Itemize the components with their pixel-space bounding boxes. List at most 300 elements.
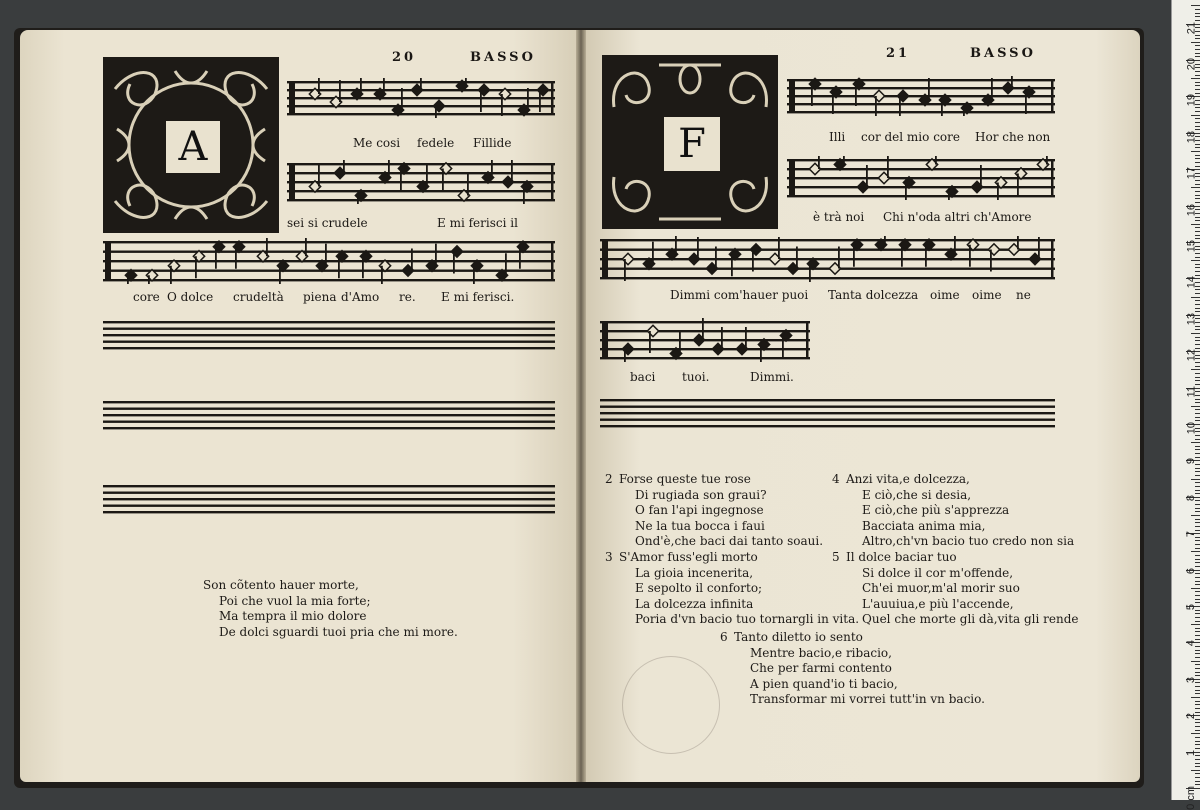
note-stem (357, 196, 359, 205)
ruler-tick (1195, 129, 1200, 130)
note-stem (948, 192, 950, 201)
note-stem (420, 78, 422, 90)
initial-letter: A (164, 119, 222, 175)
staff-line (103, 328, 555, 330)
ruler-tick (1195, 384, 1200, 385)
ruler-tick (1195, 741, 1200, 742)
ruler-tick (1195, 75, 1200, 76)
note-stem (679, 332, 681, 354)
staff-line (103, 485, 555, 487)
note-stem (818, 156, 820, 169)
lyric-word: Me cosi (353, 136, 401, 150)
staff-line (103, 408, 555, 410)
note-stem (381, 266, 383, 284)
lyric-word: oime (972, 288, 1002, 302)
note-stem (809, 264, 811, 282)
ruler-tick (1195, 271, 1200, 272)
ruler-tick (1195, 373, 1200, 374)
staff-line (103, 492, 555, 494)
ruler-tick (1195, 690, 1200, 691)
ruler-tick (1195, 486, 1200, 487)
note-stem (875, 96, 877, 116)
lyric-word: Chi n'oda altri ch'Amore (883, 210, 1032, 224)
note-stem (339, 80, 341, 102)
ruler-tick (1195, 471, 1200, 472)
staff-line (103, 427, 555, 429)
stanza-line: E ciò,che si desia, (862, 487, 972, 502)
lyrics-line-left-3 (103, 290, 555, 306)
ruler-tick (1195, 300, 1200, 301)
ruler-label: 11 (1185, 385, 1197, 398)
stanza-line: Si dolce il cor m'offende, (862, 565, 1014, 580)
note-stem (1017, 174, 1019, 196)
ruler-tick (1195, 162, 1200, 163)
lyric-word: oime (930, 288, 960, 302)
note-stem (318, 165, 320, 187)
ruler-tick (1195, 548, 1200, 549)
staff-line (600, 249, 1055, 251)
note-stem (832, 92, 834, 114)
lyric-word: Dimmi com'hauer puoi (670, 288, 809, 302)
clef-icon (789, 80, 795, 112)
staff-line (600, 321, 810, 323)
stanza-4 (832, 472, 1075, 550)
note-stem (624, 349, 626, 362)
lyric-word: core (133, 290, 160, 304)
note-stem (752, 250, 754, 272)
ruler-tick (1191, 151, 1200, 152)
lyric-word: Fillide (473, 136, 512, 150)
clef-icon (289, 164, 295, 200)
ruler-tick (1195, 16, 1200, 17)
poem-line: Ma tempra il mio dolore (219, 609, 367, 623)
note-stem (523, 187, 525, 205)
note-stem (343, 160, 345, 173)
note-stem (855, 84, 857, 106)
lyric-word: piena (303, 290, 337, 304)
lyric-word: Dimmi. (750, 370, 794, 384)
note-stem (491, 160, 493, 178)
ruler-tick (1191, 624, 1200, 625)
stanza-line: Che per farmi contento (750, 661, 892, 675)
ruler-tick (1195, 475, 1200, 476)
staff-line (600, 277, 1055, 279)
note-stem (991, 78, 993, 100)
ruler-tick (1195, 464, 1200, 465)
ruler-tick (1195, 158, 1200, 159)
ruler-tick (1195, 304, 1200, 305)
stanza-2 (605, 472, 824, 550)
lyrics-line-left-2 (287, 216, 555, 232)
note-stem (170, 266, 172, 284)
ruler-tick (1195, 686, 1200, 687)
ruler-tick (1195, 144, 1200, 145)
ruler-tick (1195, 293, 1200, 294)
ruler-tick (1195, 191, 1200, 192)
note-stem (941, 100, 943, 116)
ruler-tick (1195, 111, 1200, 112)
staff-line (787, 111, 1055, 113)
ruler-label: 0 cm (1185, 786, 1197, 810)
ruler-label: 12 (1185, 349, 1197, 362)
ruler-tick (1195, 184, 1200, 185)
staff-line (287, 199, 555, 201)
ruler-label: 17 (1185, 167, 1197, 180)
ruler-tick (1195, 664, 1200, 665)
note-stem (721, 327, 723, 349)
ruler-tick (1195, 366, 1200, 367)
staff-line (787, 168, 1055, 170)
note-stem (649, 331, 651, 353)
ruler-tick (1195, 595, 1200, 596)
staff-line (103, 401, 555, 403)
note-stem (195, 256, 197, 278)
lyrics-line-left-1 (287, 136, 555, 152)
ruler-tick (1195, 235, 1200, 236)
stanza-line (605, 550, 859, 566)
stanza-line: E ciò,che più s'apprezza (862, 503, 1010, 517)
staff-line (600, 357, 810, 359)
stanza-3 (605, 550, 860, 628)
decorated-initial-f (602, 55, 778, 229)
empty-staff-left-2 (103, 398, 555, 432)
ruler-tick (1195, 344, 1200, 345)
note-stem (1046, 156, 1048, 165)
lyric-word: E mi ferisci il (437, 216, 518, 230)
stanza-number: 4 (832, 472, 840, 486)
ruler-tick (1195, 504, 1200, 505)
ruler-tick (1195, 289, 1200, 290)
ruler-tick (1191, 78, 1200, 79)
barline (1051, 160, 1054, 196)
stanza-5 (832, 550, 1079, 628)
staff-line (287, 172, 555, 174)
note-stem (426, 165, 428, 187)
stanza-number: 2 (605, 472, 613, 486)
staff-line (287, 113, 555, 115)
lyric-word: d'Amo (341, 290, 380, 304)
note-stem (697, 237, 699, 259)
ruler-tick (1195, 147, 1200, 148)
ruler-tick (1195, 362, 1200, 363)
ruler-label: 4 (1185, 640, 1197, 647)
ruler-tick (1195, 446, 1200, 447)
ruler-tick (1195, 38, 1200, 39)
staff-line (103, 505, 555, 507)
ruler-tick (1195, 85, 1200, 86)
ruler-tick (1195, 744, 1200, 745)
note-stem (519, 247, 521, 269)
ruler-tick (1195, 453, 1200, 454)
ruler-tick (1195, 559, 1200, 560)
ruler-tick (1195, 71, 1200, 72)
staff-line (600, 239, 1055, 241)
barline (551, 82, 554, 114)
note-stem (884, 236, 886, 245)
stanza-line: Bacciata anima mia, (862, 518, 986, 533)
ruler-tick (1195, 591, 1200, 592)
stanza-line: Transformar mi vorrei tutt'in vn bacio. (750, 692, 985, 706)
ruler-tick (1195, 439, 1200, 440)
ruler-tick (1195, 781, 1200, 782)
poem-line: Son cõtento hauer morte, (203, 578, 359, 592)
staff-line (787, 79, 1055, 81)
music-staff-left-1 (287, 78, 555, 118)
lyric-word: Hor che non (975, 130, 1051, 144)
ruler-tick (1195, 581, 1200, 582)
ruler-tick (1195, 650, 1200, 651)
ruler-label: 9 (1185, 458, 1197, 465)
ruler-tick (1195, 180, 1200, 181)
ruler-tick (1195, 267, 1200, 268)
stanza-text: S'Amor fuss'egli morto (619, 550, 758, 564)
clef-icon (105, 242, 111, 280)
staff-line (287, 105, 555, 107)
ruler-tick (1195, 628, 1200, 629)
note-stem (928, 78, 930, 100)
barline (1051, 240, 1054, 278)
lyric-word: re. (399, 290, 416, 304)
stanza-line: E sepolto il conforto; (635, 581, 763, 595)
note-stem (990, 250, 992, 272)
poem-line: De dolci sguardi tuoi pria che mi more. (219, 624, 458, 639)
lyric-word: cor del mio core (861, 130, 960, 144)
ruler-tick (1195, 722, 1200, 723)
ruler-tick (1195, 435, 1200, 436)
ruler-tick (1195, 126, 1200, 127)
ruler-tick (1195, 526, 1200, 527)
note-stem (675, 236, 677, 254)
ruler-tick (1195, 9, 1200, 10)
lyrics-line-right-3 (600, 288, 1055, 304)
stanza-line (720, 630, 985, 646)
stanza-number: 5 (832, 550, 840, 564)
staff-line (787, 159, 1055, 161)
ruler-tick (1191, 187, 1200, 188)
ruler-tick (1195, 227, 1200, 228)
ruler-tick (1195, 482, 1200, 483)
ruler-label: 18 (1185, 130, 1197, 144)
music-staff-right-1 (787, 76, 1055, 116)
stanza-line: Quel che morte gli dà,vita gli rende (862, 612, 1079, 626)
stanza-line: L'auuiua,e più l'accende, (862, 596, 1014, 611)
note-stem (235, 247, 237, 269)
note-stem (899, 96, 901, 116)
ruler-tick (1195, 653, 1200, 654)
staff-line (787, 87, 1055, 89)
lyric-word: E mi ferisci. (441, 290, 515, 304)
staff-line (103, 341, 555, 343)
ruler-tick (1191, 115, 1200, 116)
note-stem (338, 256, 340, 278)
ruler-tick (1191, 515, 1200, 516)
note-stem (1025, 92, 1027, 114)
ruler-tick (1191, 369, 1200, 370)
ruler-tick (1195, 773, 1200, 774)
ruler-tick (1195, 577, 1200, 578)
music-staff-right-2 (787, 156, 1055, 200)
staff-line (600, 330, 810, 332)
ruler-tick (1195, 53, 1200, 54)
staff-line (103, 511, 555, 513)
ruler-tick (1191, 697, 1200, 698)
ruler-tick (1195, 668, 1200, 669)
ruler-tick (1195, 468, 1200, 469)
ruler-tick (1195, 377, 1200, 378)
ruler-tick (1195, 155, 1200, 156)
note-stem (215, 247, 217, 269)
ruler-tick (1195, 708, 1200, 709)
ruler-tick (1191, 5, 1200, 6)
music-staff-right-3 (600, 236, 1055, 282)
note-stem (442, 169, 444, 191)
ruler-tick (1195, 555, 1200, 556)
ruler-tick (1195, 118, 1200, 119)
ruler-tick (1195, 621, 1200, 622)
staff-line (787, 103, 1055, 105)
ruler-tick (1195, 202, 1200, 203)
note-stem (362, 256, 364, 278)
note-stem (853, 245, 855, 267)
note-stem (527, 88, 529, 110)
ruler-label: 5 (1185, 604, 1197, 611)
barline (551, 242, 554, 280)
ruler-tick (1195, 337, 1200, 338)
ruler-tick (1195, 399, 1200, 400)
ruler-tick (1195, 402, 1200, 403)
stanza-line: Ne la tua bocca i faui (635, 518, 765, 533)
note-stem (400, 169, 402, 191)
ruler-label: 3 (1185, 676, 1197, 683)
ruler-tick (1195, 198, 1200, 199)
ruler-tick (1195, 264, 1200, 265)
ruler-tick (1195, 45, 1200, 46)
note-stem (1017, 236, 1019, 250)
decorated-initial-a (103, 57, 279, 233)
ruler-label: 7 (1185, 531, 1197, 538)
note-stem (954, 236, 956, 254)
ruler-label: 14 (1185, 276, 1197, 289)
ruler-tick (1191, 297, 1200, 298)
note-stem (925, 245, 927, 267)
note-stem (905, 183, 907, 201)
ruler-tick (1195, 107, 1200, 108)
empty-staff-left-1 (103, 318, 555, 352)
stanza-line: O fan l'api ingegnose (635, 503, 764, 517)
note-stem (702, 318, 704, 340)
ruler-label: 8 (1185, 494, 1197, 501)
note-stem (467, 174, 469, 196)
staff-line (600, 399, 1055, 401)
ruler-tick (1195, 49, 1200, 50)
note-stem (1038, 237, 1040, 259)
lyrics-line-right-4 (600, 370, 810, 386)
lyric-word: tuoi. (682, 370, 710, 384)
staff-line (600, 425, 1055, 427)
staff-line (103, 334, 555, 336)
ruler-tick (1191, 42, 1200, 43)
ruler-tick (1191, 588, 1200, 589)
note-stem (279, 266, 281, 284)
ruler-tick (1191, 442, 1200, 443)
staff-line (103, 421, 555, 423)
ruler-label: 19 (1185, 94, 1197, 107)
ruler-tick (1195, 737, 1200, 738)
note-stem (388, 160, 390, 178)
stanza-line (605, 472, 823, 488)
ruler-tick (1195, 511, 1200, 512)
part-name-right: BASSO (970, 46, 1036, 61)
poem-stanza-left (203, 578, 458, 640)
ruler-tick (1195, 540, 1200, 541)
ruler-tick (1195, 508, 1200, 509)
music-staff-left-2 (287, 160, 555, 204)
ruler-tick (1195, 217, 1200, 218)
ruler-tick (1191, 406, 1200, 407)
ruler-label: 16 (1185, 203, 1197, 216)
ruler-tick (1195, 613, 1200, 614)
stanza-text: Tanto diletto io sento (734, 630, 863, 644)
note-stem (411, 249, 413, 271)
lyric-word: è trà noi (813, 210, 865, 224)
stanza-text: Anzi vita,e dolcezza, (846, 472, 970, 486)
stanza-line: Poria d'vn bacio tuo tornargli in vita. (635, 612, 860, 626)
ruler-tick (1195, 493, 1200, 494)
note-stem (715, 247, 717, 269)
ruler-tick (1195, 657, 1200, 658)
ruler-tick (1195, 675, 1200, 676)
staff-line (103, 260, 555, 262)
note-stem (866, 165, 868, 187)
staff-line (600, 268, 1055, 270)
note-stem (435, 244, 437, 266)
note-stem (360, 78, 362, 94)
staff-line (787, 186, 1055, 188)
lyric-word: ne (1016, 288, 1031, 302)
note-stem (731, 254, 733, 276)
note-stem (511, 160, 513, 182)
stanza-line: La dolcezza infinita (635, 596, 754, 611)
ruler-tick (1195, 231, 1200, 232)
ruler-tick (1195, 13, 1200, 14)
note-stem (782, 336, 784, 358)
note-stem (148, 275, 150, 284)
note-stem (796, 247, 798, 269)
note-stem (473, 266, 475, 284)
ruler-tick (1195, 311, 1200, 312)
ruler-label: 13 (1185, 312, 1197, 326)
ruler-tick (1195, 693, 1200, 694)
ruler-tick (1195, 763, 1200, 764)
library-stamp (622, 656, 720, 754)
staff-line (287, 97, 555, 99)
note-stem (969, 245, 971, 267)
stanza-text: Il dolce baciar tuo (846, 550, 957, 564)
note-stem (505, 253, 507, 275)
stanza-number: 6 (720, 630, 728, 644)
ruler-tick (1195, 748, 1200, 749)
note-stem (539, 90, 541, 112)
poem-line: Poi che vuol la mia forte; (219, 593, 371, 608)
staff-line (287, 163, 555, 165)
stanza-line: La gioia incenerita, (635, 565, 754, 580)
ruler-label: 2 (1185, 713, 1197, 720)
music-staff-right-4 (600, 318, 810, 362)
note-stem (465, 78, 467, 86)
ruler-tick (1195, 82, 1200, 83)
ruler-tick (1195, 417, 1200, 418)
clef-icon (789, 160, 795, 196)
